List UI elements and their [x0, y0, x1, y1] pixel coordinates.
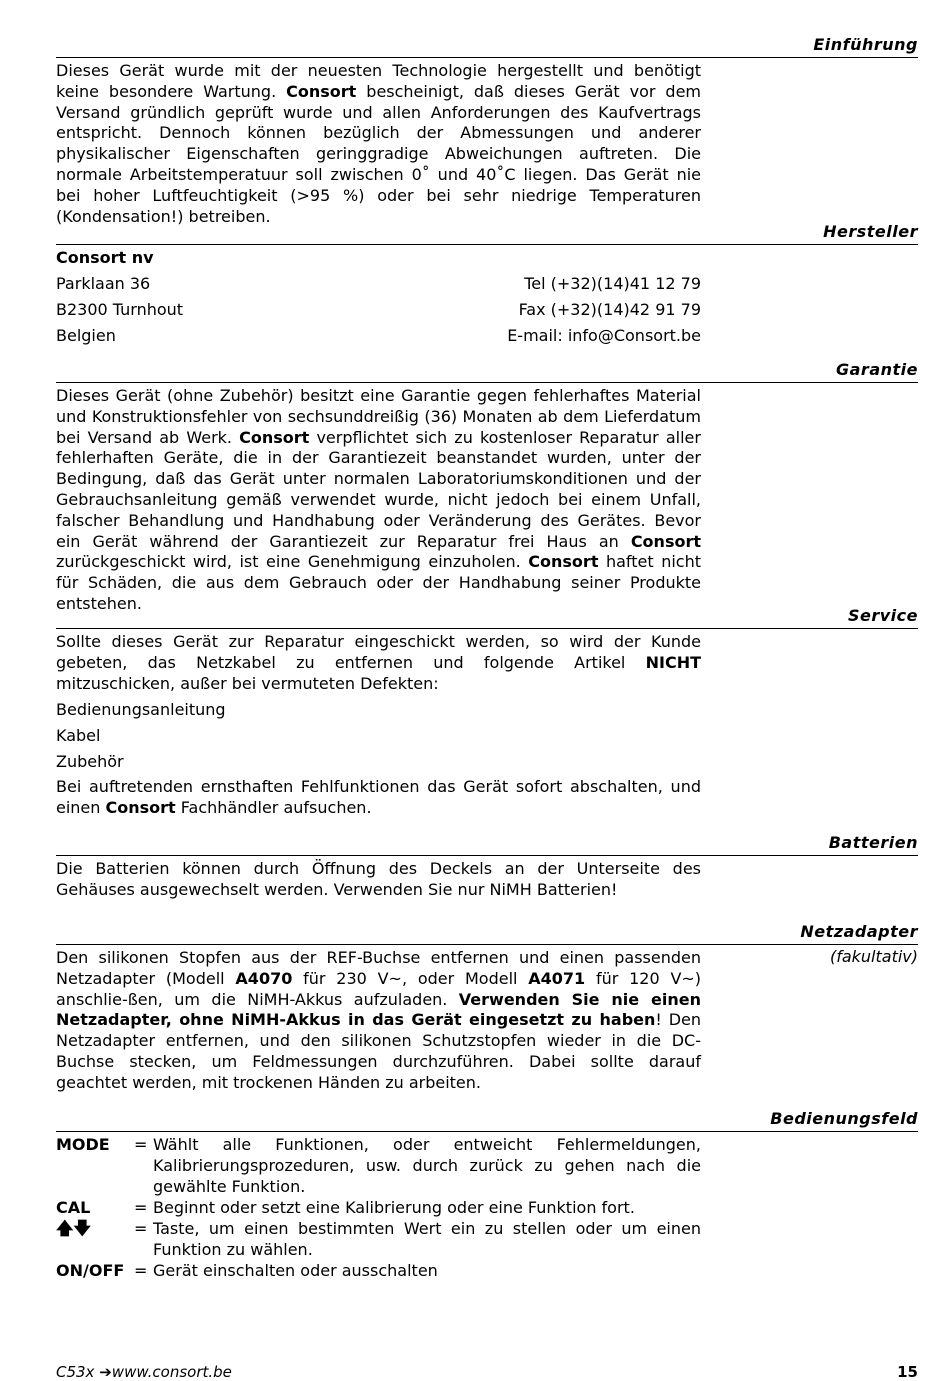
section-title-batteries: Batterien [828, 833, 918, 852]
emphasis-nicht: NICHT [645, 652, 701, 672]
email-address: E-mail: info@Consort.be [507, 326, 701, 345]
footer-model [56, 1363, 232, 1381]
batteries-paragraph: Die Batterien können durch Öffnung des Deckels an der Unterseite des Gehäuses ausgewechselt werden. Verwenden Sie nur NiMH Batterien! [56, 859, 701, 899]
section-title-intro: Einführung [813, 35, 918, 54]
adapter-text-4: ! Den Netzadapter entfernen, und den silikonen Schutzstopfen wieder in die DC-Buchse stecken, um Feldmessungen durchzuführen. Dabei sollte darauf geachtet werden, mit trockenen Händen zu arbeiten. [56, 1010, 701, 1092]
service-text-2: mitzuschicken, außer bei vermuteten Defekten: [56, 673, 439, 693]
phone-number: Tel (+32)(14)41 12 79 [524, 274, 701, 293]
key-description: Taste, um einen bestimmten Wert ein zu stellen oder um einen Funktion zu wählen. [153, 1219, 701, 1259]
section-rule [56, 628, 918, 629]
intro-paragraph [56, 61, 701, 227]
section-title-control-panel: Bedienungsfeld [770, 1109, 918, 1128]
model-number: A4070 [235, 968, 293, 988]
section-rule [56, 944, 918, 945]
warranty-text-2: verpflichtet sich zu kostenloser Reparatur aller fehlerhaften Geräte, die in der Garantiezeit beanstandet wurden, unter der Bedingung, daß das Gerät unter normalen Laboratoriumskonditionen und der Gebrauchsanleitung gemäß verwendet wurde, nicht jedoch bei einem Unfall, falscher Behandlung und Handhabung oder Veränderung des Gerätes. Bevor ein Gerät während der Garantiezeit zur Reparatur frei Haus an [56, 427, 701, 551]
section-rule [56, 1131, 918, 1132]
section-subtitle-optional: (fakultativ) [829, 947, 918, 966]
key-label: MODE [56, 1135, 110, 1154]
section-rule [56, 382, 918, 383]
section-title-manufacturer: Hersteller [823, 222, 918, 241]
service-text-3: Bei auftretenden ernsthaften Fehlfunktionen das Gerät sofort abschalten, und einen [56, 777, 701, 817]
warranty-paragraph [56, 386, 701, 615]
equals-sign: = [134, 1261, 148, 1280]
warranty-text-3: zurückgeschickt wird, ist eine Genehmigung einzuholen. [56, 552, 521, 572]
company-name: Consort nv [56, 248, 154, 267]
adapter-text-1: Den silikonen Stopfen aus der REF-Buchse entfernen und einen passenden Netzadapter (Modell [56, 948, 701, 988]
brand-name: Consort [630, 531, 701, 551]
service-text-1: Sollte dieses Gerät zur Reparatur eingeschickt werden, so wird der Kunde gebeten, das Netzkabel zu entfernen und folgende Artikel [56, 632, 701, 672]
page-number: 15 [897, 1363, 918, 1381]
list-item: Bedienungsanleitung [56, 700, 226, 719]
adapter-warning: Verwenden Sie nie einen Netzadapter, ohne NiMH-Akkus in das Gerät eingesetzt zu haben [56, 989, 701, 1030]
equals-sign: = [134, 1135, 148, 1154]
intro-text-1: Dieses Gerät wurde mit der neuesten Technologie hergestellt und benötigt keine besondere Wartung. [56, 61, 701, 101]
service-text-4: Fachhändler aufsuchen. [180, 797, 372, 817]
warranty-text-1: Dieses Gerät (ohne Zubehör) besitzt eine Garantie gegen fehlerhaftes Material und Konstruktionsfehler von sechsunddreißig (36) Monaten ab dem Lieferdatum bei Versand ab Werk. [56, 386, 701, 447]
equals-sign: = [134, 1198, 148, 1217]
service-paragraph-2 [56, 777, 701, 819]
section-rule [56, 57, 918, 58]
intro-text-2: bescheinigt, daß dieses Gerät vor dem Versand gründlich geprüft wurde und allen Anforderungen des Kaufvertrags entspricht. Dennoch können bezüglich der Abmessungen und anderer physikalischer Eigenschaften geringgradige Abweichungen auftreten. Die normale Arbeitstemperatuur soll zwischen 0˚ und 40˚C liegen. Das Gerät nie bei hoher Luftfeuchtigkeit (>95 %) oder bei sehr niedrige Temperaturen (Kondensation!) betreiben. [56, 81, 702, 226]
key-description: Gerät einschalten oder ausschalten [153, 1261, 438, 1280]
model-label: C53x [56, 1363, 95, 1381]
arrow-right-icon: ➔ [99, 1363, 112, 1381]
adapter-paragraph [56, 948, 701, 1094]
brand-name: Consort [239, 427, 310, 447]
key-label: ON/OFF [56, 1261, 125, 1280]
up-down-arrows-icon: 🡅🡇 [56, 1219, 91, 1239]
brand-name: Consort [528, 552, 599, 572]
list-item: Zubehör [56, 752, 124, 771]
brand-name: Consort [286, 81, 357, 101]
section-title-warranty: Garantie [836, 360, 918, 379]
warranty-text-4: haftet nicht für Schäden, die aus dem Gebrauch oder der Handhabung seiner Produkte entstehen. [56, 552, 701, 613]
service-paragraph [56, 632, 701, 694]
list-item: Kabel [56, 726, 101, 745]
adapter-text-2: für 230 V~, oder Modell [303, 968, 518, 988]
address-country: Belgien [56, 326, 116, 345]
fax-number: Fax (+32)(14)42 91 79 [518, 300, 701, 319]
section-rule [56, 855, 918, 856]
section-title-adapter: Netzadapter [800, 922, 918, 941]
address-street: Parklaan 36 [56, 274, 151, 293]
key-label: CAL [56, 1198, 91, 1217]
key-description: Beginnt oder setzt eine Kalibrierung oder eine Funktion fort. [153, 1198, 635, 1217]
section-rule [56, 244, 918, 245]
address-city: B2300 Turnhout [56, 300, 184, 319]
adapter-text-3: für 120 V~) anschlie-ßen, um die NiMH-Akkus aufzuladen. [56, 968, 702, 1009]
model-number: A4071 [528, 968, 586, 988]
website-url: www.consort.be [111, 1363, 232, 1381]
equals-sign: = [134, 1219, 148, 1238]
brand-name: Consort [105, 797, 176, 817]
section-title-service: Service [847, 606, 918, 625]
key-description: Wählt alle Funktionen, oder entweicht Fehlermeldungen, Kalibrierungsprozeduren, usw. durch zurück zu gehen nach die gewählte Funktion. [153, 1135, 701, 1196]
